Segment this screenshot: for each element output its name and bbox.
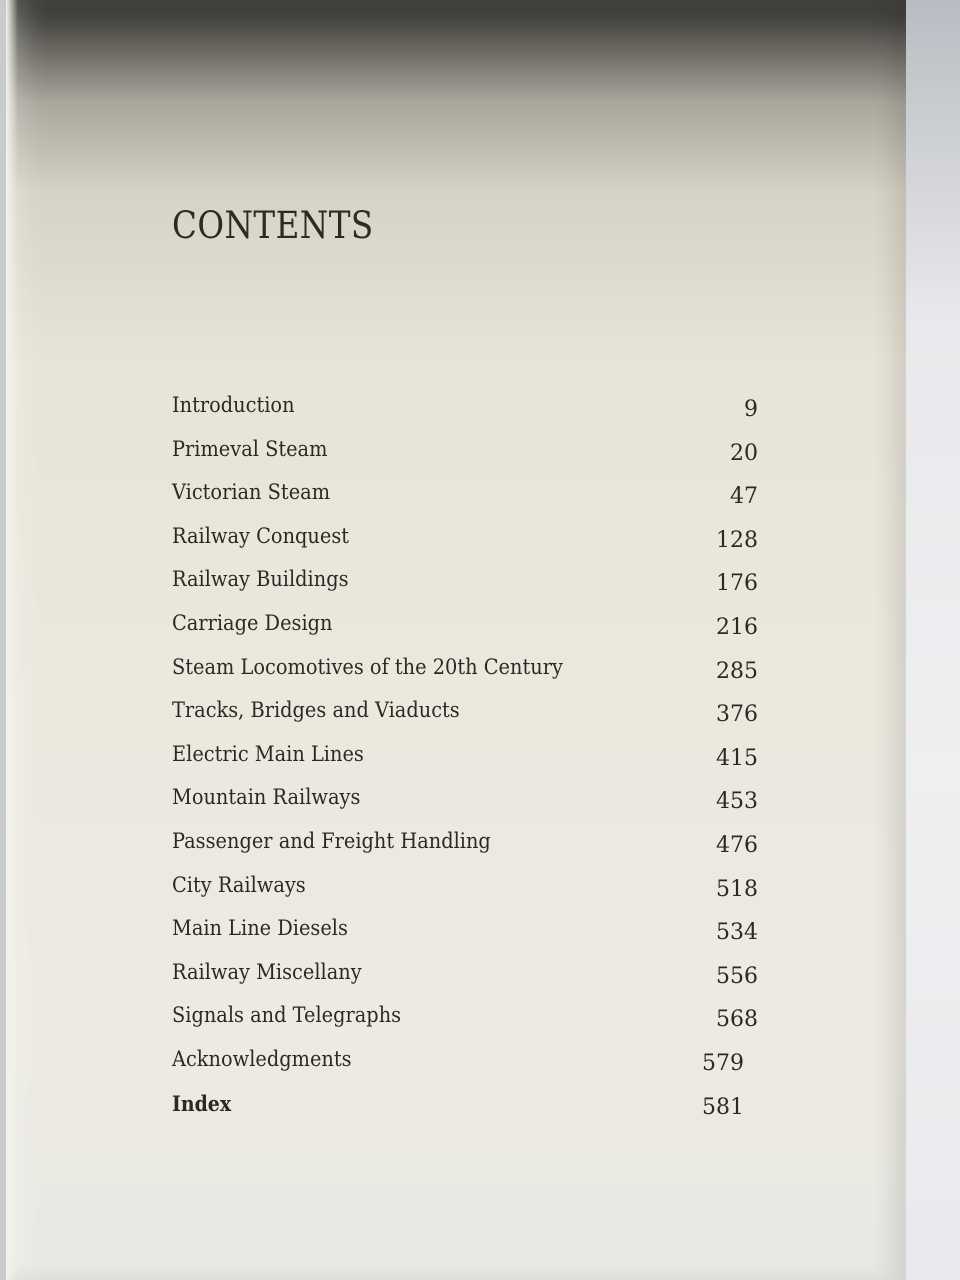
entry-title: Signals and Telegraphs bbox=[172, 1003, 402, 1029]
contents-entry bbox=[172, 431, 758, 475]
contents-entry bbox=[172, 1041, 758, 1085]
contents-entry bbox=[172, 954, 758, 998]
entry-page-number: 47 bbox=[730, 484, 758, 510]
entry-title: Main Line Diesels bbox=[172, 916, 348, 942]
entry-title: Tracks, Bridges and Viaducts bbox=[172, 698, 460, 724]
contents-entry bbox=[172, 561, 758, 605]
entry-page-number: 453 bbox=[716, 789, 758, 815]
page-edge bbox=[6, 0, 18, 1280]
entry-title: Railway Conquest bbox=[172, 523, 350, 549]
contents-list bbox=[172, 387, 758, 1128]
entry-title: Electric Main Lines bbox=[172, 741, 364, 767]
entry-page-number: 176 bbox=[716, 571, 758, 597]
contents-heading: CONTENTS bbox=[172, 204, 374, 247]
contents-entry bbox=[172, 387, 758, 431]
contents-entry bbox=[172, 518, 758, 562]
entry-page-number: 579 bbox=[702, 1050, 744, 1076]
contents-entry bbox=[172, 997, 758, 1041]
contents-entry bbox=[172, 692, 758, 736]
contents-entry bbox=[172, 910, 758, 954]
entry-page-number: 568 bbox=[716, 1007, 758, 1033]
entry-title: Passenger and Freight Handling bbox=[172, 828, 491, 854]
entry-title: Index bbox=[172, 1090, 232, 1116]
entry-title: Railway Buildings bbox=[172, 567, 349, 593]
entry-page-number: 216 bbox=[716, 614, 758, 640]
entry-title: Railway Miscellany bbox=[172, 959, 362, 985]
contents-entry bbox=[172, 867, 758, 911]
contents-entry bbox=[172, 1085, 758, 1129]
entry-title: Mountain Railways bbox=[172, 785, 361, 811]
entry-title: Primeval Steam bbox=[172, 436, 328, 462]
contents-entry bbox=[172, 474, 758, 518]
entry-page-number: 285 bbox=[716, 658, 758, 684]
entry-title: Victorian Steam bbox=[172, 480, 331, 506]
entry-page-number: 128 bbox=[716, 527, 758, 553]
entry-page-number: 20 bbox=[730, 440, 758, 466]
entry-title: Carriage Design bbox=[172, 610, 333, 636]
entry-title: Steam Locomotives of the 20th Century bbox=[172, 654, 563, 680]
entry-page-number: 9 bbox=[744, 397, 758, 422]
entry-page-number: 476 bbox=[716, 832, 758, 858]
contents-entry bbox=[172, 779, 758, 823]
contents-entry bbox=[172, 605, 758, 649]
entry-page-number: 376 bbox=[716, 702, 758, 728]
entry-page-number: 556 bbox=[716, 963, 758, 989]
contents-entry bbox=[172, 649, 758, 693]
entry-page-number: 534 bbox=[716, 920, 758, 946]
entry-title: Introduction bbox=[172, 393, 295, 418]
entry-page-number: 415 bbox=[716, 745, 758, 771]
contents-entry bbox=[172, 736, 758, 780]
entry-page-number: 518 bbox=[716, 876, 758, 902]
entry-title: City Railways bbox=[172, 872, 306, 898]
background-wall bbox=[905, 0, 960, 1280]
entry-title: Acknowledgments bbox=[172, 1046, 352, 1072]
entry-page-number: 581 bbox=[702, 1094, 744, 1120]
contents-entry bbox=[172, 823, 758, 867]
book-page bbox=[6, 0, 906, 1280]
